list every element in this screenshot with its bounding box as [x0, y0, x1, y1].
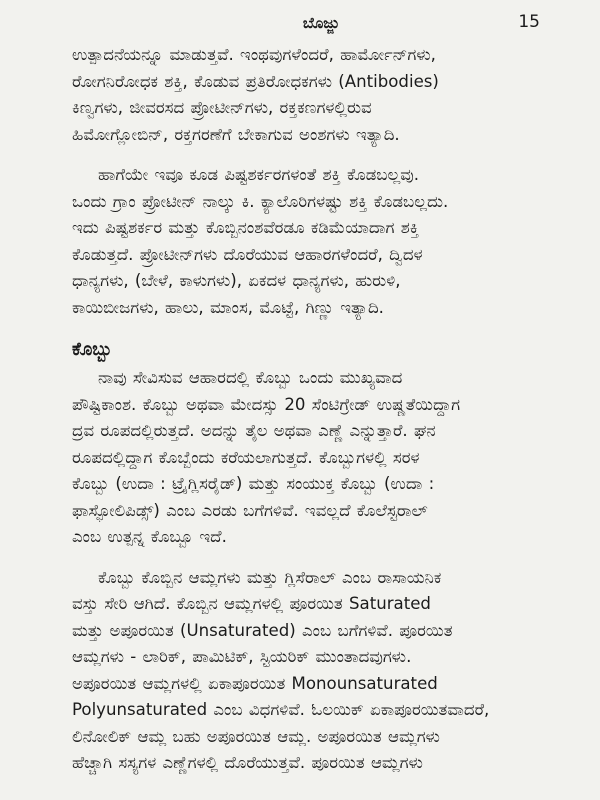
text-line: ವಸ್ತು ಸೇರಿ ಆಗಿದೆ. ಕೊಬ್ಬಿನ ಆಮ್ಲಗಳಲ್ಲಿ ಪೂರಯಿತ Saturated [72, 594, 431, 613]
page-number: 15 [518, 12, 540, 32]
text-line: ಹಾಗೆಯೇ ಇವೂ ಕೂಡ ಪಿಷ್ಟಶರ್ಕರಗಳಂತೆ ಶಕ್ತಿ ಕೊಡಬಲ್ಲವು. [98, 165, 420, 184]
text-line: ರೋಗನಿರೋಧಕ ಶಕ್ತಿ, ಕೊಡುವ ಪ್ರತಿರೋಧಕಗಳು (Antibodies) [72, 71, 439, 91]
text-line: ಉತ್ಪಾದನೆಯನ್ನೂ ಮಾಡುತ್ತವೆ. ಇಂಥವುಗಳೆಂದರೆ, ಹಾರ್ಮೋನ್‌ಗಳು, [72, 45, 436, 64]
text-line: ಇದು ಪಿಷ್ಟಶರ್ಕರ ಮತ್ತು ಕೊಬ್ಬಿನಂಶವೆರಡೂ ಕಡಿಮೆಯಾದಾಗ ಶಕ್ತಿ [72, 218, 419, 237]
text-line: ಕಿಣ್ವಗಳು, ಜೀವರಸದ ಪ್ರೋಟೀನ್‌ಗಳು, ರಕ್ತಕಣಗಳಲ್ಲಿರುವ [72, 98, 372, 117]
text-line: ಎಂಬ ಉತ್ಪನ್ನ ಕೊಬ್ಬೂ ಇದೆ. [72, 527, 227, 546]
text-line: ರೂಪದಲ್ಲಿದ್ದಾಗ ಕೊಬ್ಬೆಂದು ಕರೆಯಲಾಗುತ್ತದೆ. ಕೊಬ್ಬುಗಳಲ್ಲಿ ಸರಳ [72, 447, 420, 467]
running-header [72, 8, 570, 42]
text-line: ಕಾಯಿಬೀಜಗಳು, ಹಾಲು, ಮಾಂಸ, ಮೊಟ್ಟೆ, ಗಿಣ್ಣು ಇತ್ಯಾದಿ. [72, 297, 384, 317]
paragraph-gap [72, 321, 570, 335]
paragraph-gap [72, 148, 570, 162]
text-line: ಕೊಬ್ಬು ಕೊಬ್ಬಿನ ಆಮ್ಲಗಳು ಮತ್ತು ಗ್ಲಿಸೆರಾಲ್ ಎಂಬ ರಾಸಾಯನಿಕ [98, 567, 442, 587]
text-line: ಹೆಚ್ಚಾಗಿ ಸಸ್ಯಗಳ ಎಣ್ಣೆಗಳಲ್ಲಿ ದೊರೆಯುತ್ತವೆ. ಪೂರಯಿತ ಆಮ್ಲಗಳು [72, 753, 423, 772]
text-line: ಕೊಡುತ್ತದೆ. ಪ್ರೋಟೀನ್‌ಗಳು ದೊರೆಯುವ ಆಹಾರಗಳೆಂದರೆ, ದ್ವಿದಳ [72, 244, 423, 264]
text-line: ಮತ್ತು ಅಪೂರಯಿತ (Unsaturated) ಎಂಬ ಬಗೆಗಳಿವೆ. ಪೂರಯಿತ [72, 620, 453, 640]
paragraph-gap [72, 551, 570, 565]
text-line: ನಾವು ಸೇವಿಸುವ ಆಹಾರದಲ್ಲಿ ಕೊಬ್ಬು ಒಂದು ಮುಖ್ಯವಾದ [98, 368, 403, 387]
text-line: ಕೊಬ್ಬು (ಉದಾ : ಟ್ರೈಗ್ಲಿಸರೈಡ್) ಮತ್ತು ಸಂಯುಕ್ತ ಕೊಬ್ಬು (ಉದಾ : [72, 474, 435, 493]
text-line: ಲಿನೋಲಿಕ್ ಆಮ್ಲ ಬಹು ಅಪೂರಯಿತ ಆಮ್ಲ. ಅಪೂರಯಿತ ಆಮ್ಲಗಳು [72, 726, 440, 746]
section-heading-fat: ಕೊಬ್ಬು [72, 339, 113, 360]
paragraph-proteins-uses [72, 42, 570, 148]
text-line: ಧಾನ್ಯಗಳು, (ಬೇಳೆ, ಕಾಳುಗಳು), ಏಕದಳ ಧಾನ್ಯಗಳು, ಹುರುಳಿ, [72, 271, 401, 290]
paragraph-protein-energy [72, 162, 570, 321]
text-line: ಒಂದು ಗ್ರಾಂ ಪ್ರೋಟೀನ್ ನಾಲ್ಕು ಕಿ. ಕ್ಯಾಲೊರಿಗಳಷ್ಟು ಶಕ್ತಿ ಕೊಡಬಲ್ಲದು. [72, 191, 449, 211]
running-title: ಬೊಜ್ಜು [302, 14, 340, 32]
text-line: Polyunsaturated ಎಂಬ ವಿಧಗಳಿವೆ. ಓಲಯಿಕ್ ಏಕಾಪೂರಯಿತವಾದರೆ, [72, 700, 490, 719]
text-line: ಆಮ್ಲಗಳು - ಲಾರಿಕ್, ಪಾಮಿಟಿಕ್, ಸ್ಟಿಯರಿಕ್ ಮುಂತಾದವುಗಳು. [72, 647, 412, 666]
paragraph-fat-intro [72, 365, 570, 551]
paragraph-fatty-acids [72, 565, 570, 777]
text-line: ದ್ರವ ರೂಪದಲ್ಲಿರುತ್ತದೆ. ಅದನ್ನು ತೈಲ ಅಥವಾ ಎಣ್ಣೆ ಎನ್ನುತ್ತಾರೆ. ಘನ [72, 421, 436, 440]
text-line: ಅಪೂರಯಿತ ಆಮ್ಲಗಳಲ್ಲಿ ಏಕಾಪೂರಯಿತ Monounsaturated [72, 673, 438, 693]
text-line: ಪೌಷ್ಟಿಕಾಂಶ. ಕೊಬ್ಬು ಅಥವಾ ಮೇದಸ್ಸು 20 ಸೆಂಟಿಗ್ರೇಡ್ ಉಷ್ಣತೆಯಿದ್ದಾಗ [72, 394, 461, 414]
text-line: ಹಿಮೋಗ್ಲೋಬಿನ್, ರಕ್ತಗರಣೆಗೆ ಬೇಕಾಗುವ ಅಂಶಗಳು ಇತ್ಯಾದಿ. [72, 124, 400, 144]
text-line: ಫಾಸ್ಫೋಲಿಪಿಡ್ಸ್) ಎಂಬ ಎರಡು ಬಗೆಗಳಿವೆ. ಇವಲ್ಲದೆ ಕೊಲೆಸ್ಟರಾಲ್ [72, 500, 428, 520]
